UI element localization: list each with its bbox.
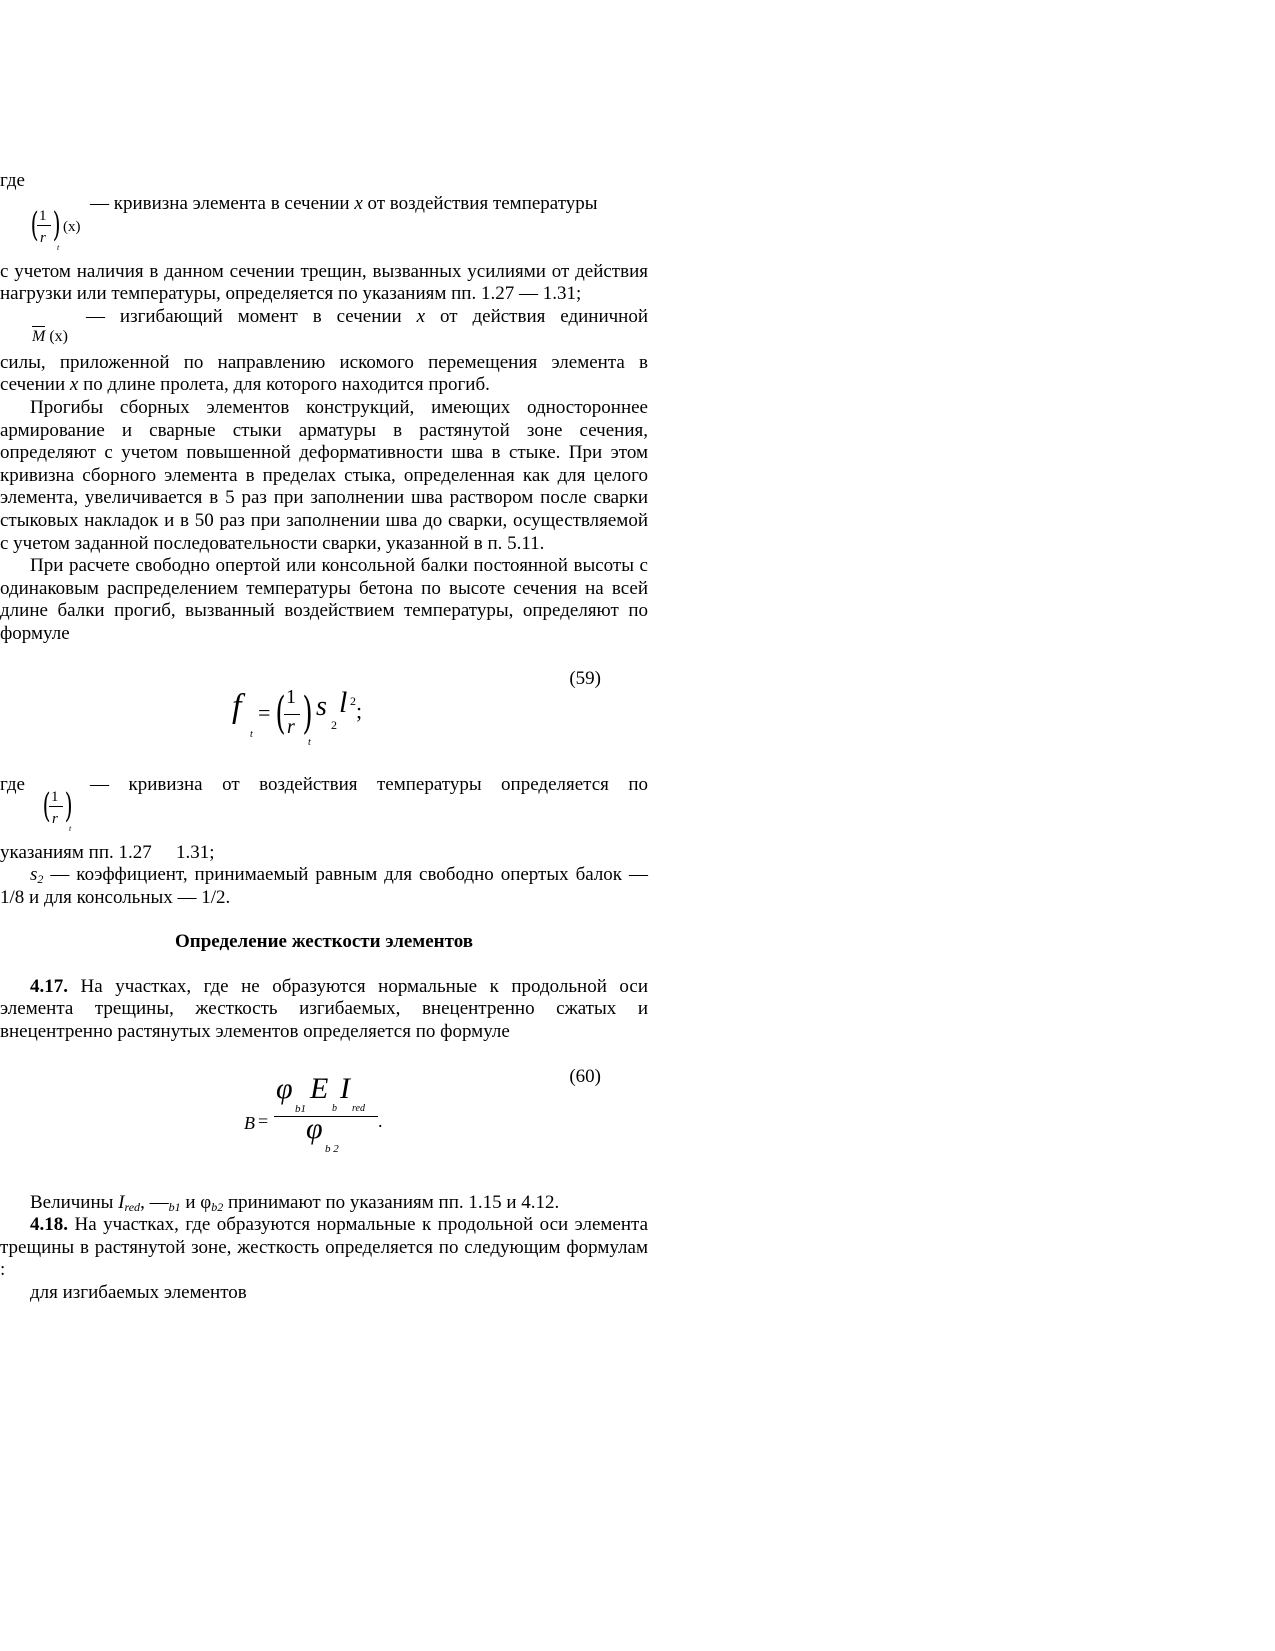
equation-number-60: (60): [569, 1065, 601, 1087]
paragraph-temperature-deflection: При расчете свободно опертой или консольной балки постоянной высоты с одинаковым распределением температуры бетона по высоте сечения на всей длине балки прогиб, вызванный воздействием температуры, определяют по формуле: [0, 555, 648, 644]
paragraph-4-18: 4.18. На участках, где образуются нормальные к продольной оси элемента трещины в растянутой зоне, жесткость определяется по следующим формулам :: [0, 1214, 649, 1281]
temperature-curvature-definition-cont: указаниям пп. 1.27   1.31;: [0, 841, 215, 863]
curvature-definition: — кривизна элемента в сечении x от воздействия температуры ( 1 r ) t (x): [0, 193, 648, 261]
values-reference: Величины $I_{red}$, $—_{b1}$ и $\varphi_{b2}$ принимают по указаниям пп. 1.15 и 4.12.: [30, 1191, 560, 1214]
curvature-symbol-2: ( 1 r ) t: [42, 785, 73, 833]
bending-elements-label: для изгибаемых элементов: [30, 1282, 247, 1304]
paragraph-4-17: 4.17. На участках, где не образуются нормальные к продольной оси элемента трещины, жесткость изгибаемых, внецентренно сжатых и внецентренно растянутых элементов определяется по формуле: [0, 975, 649, 1043]
temperature-curvature-definition: где — кривизна от воздействия температуры определяется по ( 1 r ) t: [0, 773, 648, 833]
paragraph-prefab-deflection: Прогибы сборных элементов конструкций, имеющих одностороннее армирование и сварные стыки арматуры в растянутой зоне сечения, определяют с учетом повышенной деформативности шва в стыке. При этом кривизна сборного элемента в пределах стыка, определенная как для целого элемента, увеличивается в 5 раз при заполнении шва раствором после сварки стыковых накладок и в 50 раз при заполнении шва до сварки, осуществляемой с учетом заданной последовательности сварки, указанной в п. 5.11.: [0, 396, 648, 554]
curvature-definition-cont: с учетом наличия в данном сечении трещин, вызванных усилиями от действия нагрузки или температуры, определяется по указаниям пп. 1.27 — 1.31;: [0, 260, 648, 305]
where-label-1: где: [0, 170, 25, 191]
formula-60: (60) B = φ b1 E b I red . φ b 2: [244, 1065, 601, 1155]
moment-definition-cont: силы, приложенной по направлению искомого перемещения элемента в сечении x по длине пролета, для которого находится прогиб.: [0, 351, 648, 396]
page-column: [0, 170, 648, 1305]
coefficient-s2-definition: $s_2$ — коэффициент, принимаемый равным для свободно опертых балок — 1/8 и для консольных — 1/2.: [0, 864, 648, 908]
equation-number-59: (59): [569, 667, 601, 689]
section-heading: Определение жесткости элементов: [175, 931, 473, 953]
moment-definition: — изгибающий момент в сечении x от действия единичной M (x): [0, 306, 648, 352]
curvature-symbol: ( 1 r ) t (x): [30, 204, 81, 252]
moment-symbol: M (x): [32, 327, 68, 345]
formula-59: (59) f t = ( 1 r ) t s 2 l 2 ;: [232, 667, 601, 748]
